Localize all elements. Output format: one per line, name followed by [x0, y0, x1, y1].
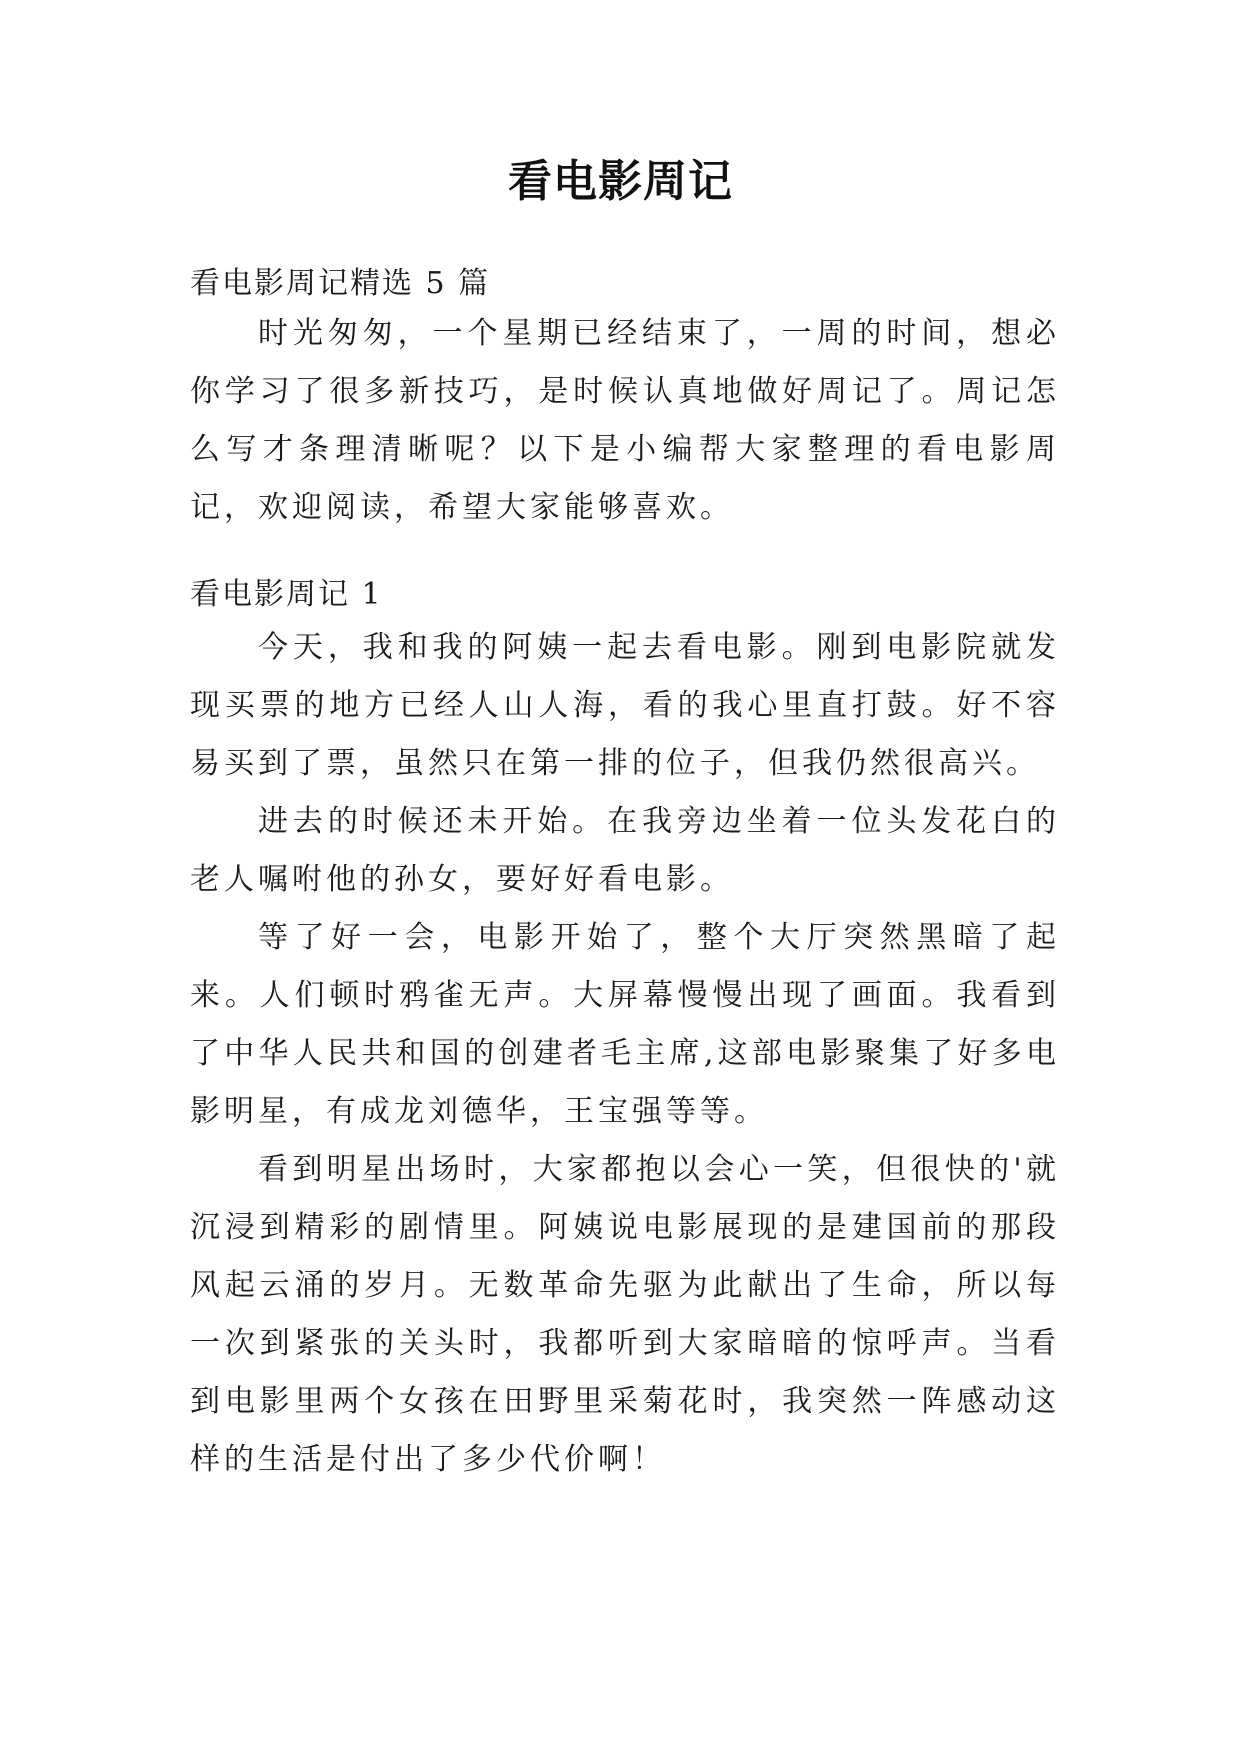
intro-paragraph: 时光匆匆，一个星期已经结束了，一周的时间，想必你学习了很多新技巧，是时候认真地做好周记了。周记怎么写才条理清晰呢？以下是小编帮大家整理的看电影周记，欢迎阅读，希望大家能够喜欢。: [190, 316, 1060, 525]
document-subtitle: 看电影周记精选 5 篇: [190, 266, 491, 301]
page-title: 看电影周记: [508, 156, 733, 207]
paragraph-2: 进去的时候还未开始。在我旁边坐着一位头发花白的老人嘱咐他的孙女，要好好看电影。: [190, 804, 1060, 897]
section-heading: 看电影周记 1: [190, 577, 383, 612]
paragraph-3: 等了好一会，电影开始了，整个大厅突然黑暗了起来。人们顿时鸦雀无声。大屏幕慢慢出现了画面。我看到了中华人民共和国的创建者毛主席,这部电影聚集了好多电影明星，有成龙刘德华，王宝强等等。: [190, 920, 1060, 1129]
paragraph-4: 看到明星出场时，大家都抱以会心一笑，但很快的'就沉浸到精彩的剧情里。阿姨说电影展现的是建国前的那段风起云涌的岁月。无数革命先驱为此献出了生命，所以每一次到紧张的关头时，我都听到大家暗暗的惊呼声。当看到电影里两个女孩在田野里采菊花时，我突然一阵感动这样的生活是付出了多少代价啊！: [190, 1152, 1060, 1477]
paragraph-1: 今天，我和我的阿姨一起去看电影。刚到电影院就发现买票的地方已经人山人海，看的我心里直打鼓。好不容易买到了票，虽然只在第一排的位子，但我仍然很高兴。: [190, 630, 1060, 781]
